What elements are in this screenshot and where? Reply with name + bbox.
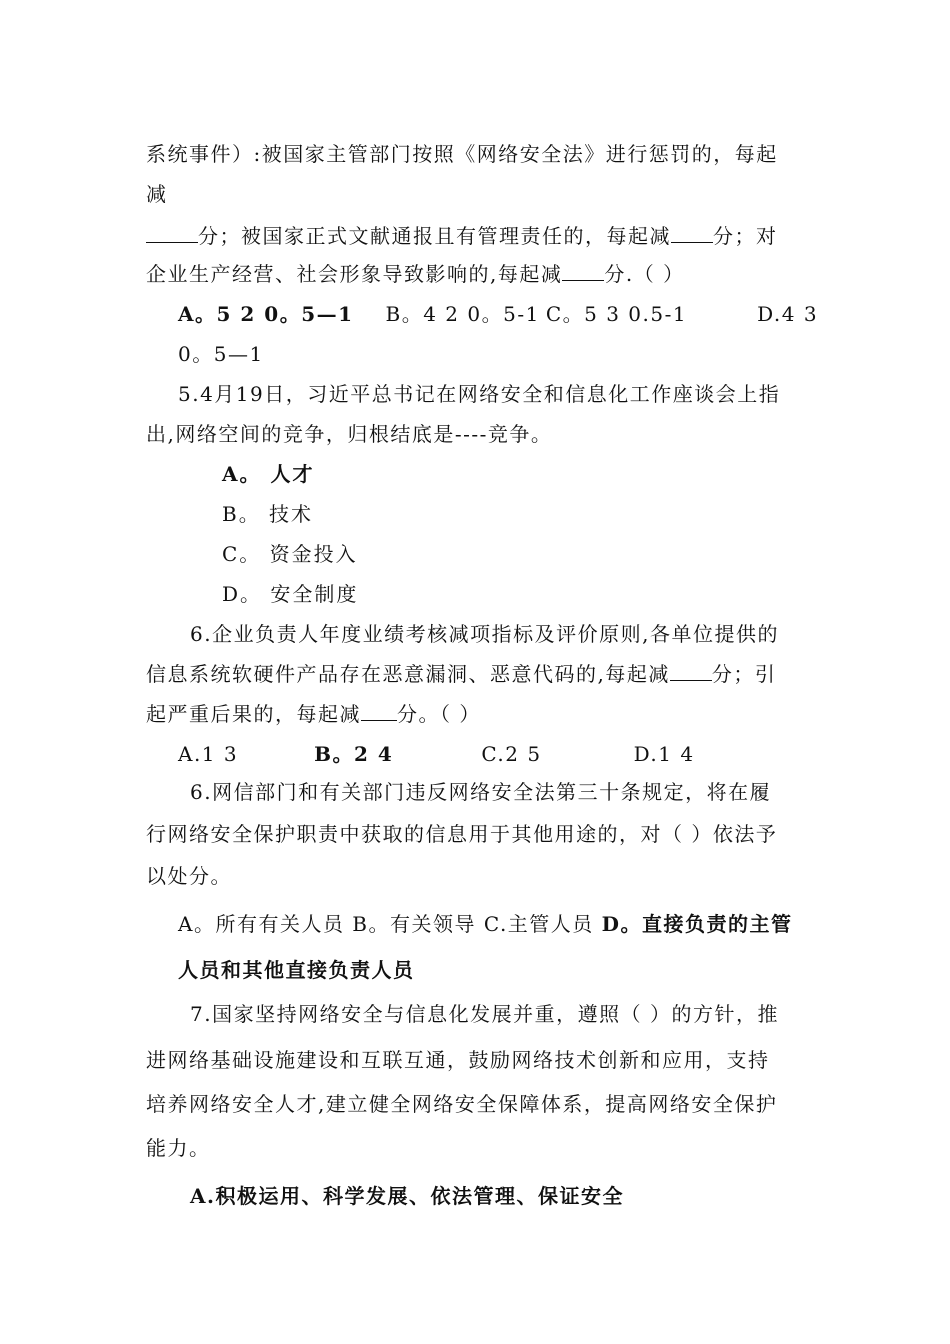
q7-line-1: 7.国家坚持网络安全与信息化发展并重，遵照（ ）的方针，推 xyxy=(190,1002,779,1026)
q4-line-3: 分；被国家正式文献通报且有管理责任的，每起减 分；对 xyxy=(146,222,811,250)
q6a-line-1: 6.企业负责人年度业绩考核减项指标及评价原则,各单位提供的 xyxy=(190,622,779,646)
q5-line-1: 5.4月19日，习近平总书记在网络安全和信息化工作座谈会上指 xyxy=(178,382,781,406)
q4-option-d: D.4 3 xyxy=(757,302,819,326)
q6a-option-d: D.1 4 xyxy=(633,742,695,766)
q6a-option-a: A.1 3 xyxy=(178,742,239,766)
q7-line-4: 能力。 xyxy=(146,1136,211,1160)
q7-line-2: 进网络基础设施建设和互联互通，鼓励网络技术创新和应用，支持 xyxy=(146,1048,770,1072)
q6b-options xyxy=(178,910,843,938)
q7-option-a: A.积极运用、科学发展、依法管理、保证安全 xyxy=(190,1184,624,1208)
q5-option-c: C。 资金投入 xyxy=(222,542,358,566)
q6b-line-1: 6.网信部门和有关部门违反网络安全法第三十条规定，将在履 xyxy=(190,780,772,804)
q5-option-a: A。 人才 xyxy=(222,462,315,486)
q6b-option-d-cont: 人员和其他直接负责人员 xyxy=(178,958,415,982)
answer-blank xyxy=(146,224,198,243)
answer-blank xyxy=(361,702,397,721)
q6a-line-2: 信息系统软硬件产品存在恶意漏洞、恶意代码的,每起减 分；引 xyxy=(146,662,777,686)
q6a-line-3: 起严重后果的，每起减 分。（ ） xyxy=(146,702,481,726)
answer-blank xyxy=(671,224,713,243)
q4-option-a: A。5 2 0。5—1 xyxy=(178,302,354,326)
q6b-option-d: D。直接负责的主管 xyxy=(601,912,793,936)
answer-blank xyxy=(670,662,712,681)
q4-line-4: 企业生产经营、社会形象导致影响的,每起减 分.（ ） xyxy=(146,262,685,286)
q6a-option-c: C.2 5 xyxy=(481,742,542,766)
q7-line-3: 培养网络安全人才,建立健全网络安全保障体系，提高网络安全保护 xyxy=(146,1092,778,1116)
q4-line-2: 减 xyxy=(146,182,168,206)
q4-option-d-cont: 0。5—1 xyxy=(178,342,264,366)
q4-line-1: 系统事件）:被国家主管部门按照《网络安全法》进行惩罚的，每起 xyxy=(146,142,778,166)
q5-line-2: 出,网络空间的竞争，归根结底是----竞争。 xyxy=(146,422,553,446)
q5-option-d: D。 安全制度 xyxy=(222,582,359,606)
q6b-line-3: 以处分。 xyxy=(146,864,232,888)
q6b-line-2: 行网络安全保护职责中获取的信息用于其他用途的，对（ ）依法予 xyxy=(146,822,778,846)
q5-option-b: B。 技术 xyxy=(222,502,314,526)
q6a-option-b: B。2 4 xyxy=(314,742,394,766)
q4-option-c: C。5 3 0.5-1 xyxy=(545,302,688,326)
q4-options xyxy=(178,300,843,328)
q4-option-b: B。4 2 0。5-1 xyxy=(385,302,540,326)
answer-blank xyxy=(562,262,604,281)
q6a-options xyxy=(178,740,843,768)
q6b-options-abc: A。所有有关人员 B。有关领导 C.主管人员 xyxy=(178,912,602,936)
